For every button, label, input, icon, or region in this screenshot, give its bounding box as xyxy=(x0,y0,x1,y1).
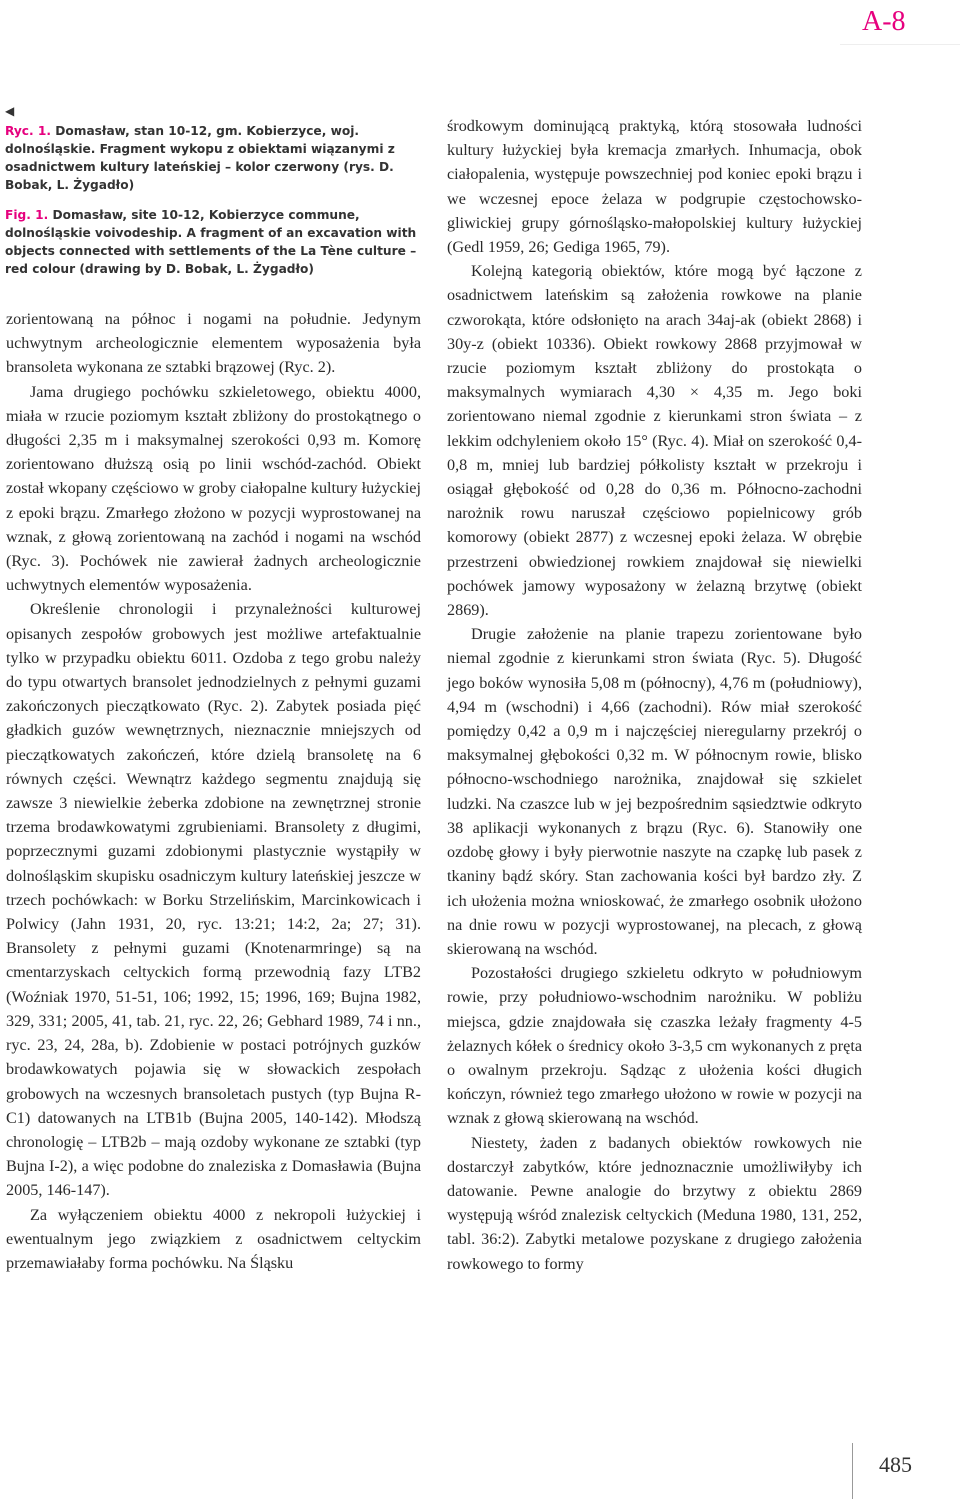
footer-divider xyxy=(852,1443,853,1499)
paragraph: Za wyłączeniem obiektu 4000 z nekropoli łużyckiej i ewentualnym jego związkiem z osadnictwem celtyckim przemawiałaby forma pochówku. Na Śląsku xyxy=(6,1205,421,1272)
paragraph: Pozostałości drugiego szkieletu odkryto w południowym rowie, przy południowo-wschodnim narożniku. W pobliżu miejsca, gdzie znajdowała się czaszka leżały fragmenty 4-5 żelaznych kółek o średnicy około 3-3,5 cm wykonanych z pręta o owalnym przekroju. Sądząc z ułożenia kości długich kończyn, również tego zmarłego ułożono w rowie w pozycji na wznak z głową skierowaną na wschód. xyxy=(447,964,862,1128)
paragraph: Określenie chronologii i przynależności kulturowej opisanych zespołów grobowych jest możliwe artefaktualnie tylko w przypadku obiektu 6011. Ozdoba z tego grobu należy do typu otwartych bransolet jednodzielnych z pełnymi guzami zakończonych pieczątkowato (Ryc. 2). Zabytek posiada pięć gładkich guzów wewnętrznych, nieznacznie mniejszych od pieczątkowatych zakończeń, które dzielą bransoletę na 6 równych części. Wewnątrz każdego segmentu znajdują się zawsze 3 niewielkie żeberka zdobione na zewnętrznej stronie trzema brodawkowatymi zgrubieniami. Bransolety z długimi, poprzecznymi guzami zdobionymi plastycznie wystąpiły w dolnośląskim skupisku osadniczym kultury lateńskiej jeszcze w trzech pochówkach: w Borku Strzelińskim, Marcinkowicach i Polwicy (Jahn 1931, 20, ryc. 13:21; 14:2, 2a; 27; 31). Bransolety z pełnymi guzami (Knotenarmringe) są na cmentarzyskach celtyckich formą przewodnią fazy LTB2 (Woźniak 1970, 51-51, 106; 1992, 15; 1996, 169; Bujna 1982, 329, 331; 2005, 41, tab. 21, ryc. 22, 26; Gebhard 1989, 74 i nn., ryc. 23, 24, 28a, b). Zdobienie w postaci potrójnych guzków brodawkowatych pojawia się w słowackich zespołach grobowych na wczesnych bransoletach pustych (typ Bujna R-C1) datowanych na LTB1b (Bujna 2005, 140-142). Młodszą chronologię – LTB2b – mają ozdoby wykonane ze sztabki (typ Bujna I-2), a więc podobne do znaleziska z Domasławia (Bujna 2005, 146-147). xyxy=(6,600,421,1200)
left-arrow-icon: ◀ xyxy=(5,104,15,118)
paragraph: Drugie założenie na planie trapezu zorientowane było niemal zgodnie z kierunkami stron świata (Ryc. 5). Długość jego boków wynosiła 5,08 m (północny), 4,76 m (południowy), 4,94 m (wschodni) i 4,66 (zachodni). Rów miał szerokość pomiędzy 0,42 a 0,9 m i najczęściej nieregularny przekrój o maksymalnej głębokości 0,32 m. W północnym rowie, blisko północno-wschodniego narożnika, znajdował się szkielet ludzki. Na czaszce lub w jej bezpośrednim sąsiedztwie odkryto 38 aplikacji wykonanych z brązu (Ryc. 6). Stanowiły one ozdobę głowy i były pierwotnie naszyte na czapkę lub pasek z tkaniny bądź skóry. Stan zachowania kości był bardzo zły. Z ich ułożenia można wnioskować, że zmarłego osobnik ułożono na dnie rowu w pozycji wyprostowanej, na plecach, z głową skierowaną na wschód. xyxy=(447,625,862,958)
figure-caption xyxy=(5,104,425,290)
paragraph: zorientowaną na północ i nogami na południe. Jedynym uchwytnym archeologicznie elementem wyposażenia była bransoleta wykonana ze sztabki brązowej (Ryc. 2). xyxy=(6,310,421,377)
paragraph: Kolejną kategorią obiektów, które mogą być łączone z osadnictwem lateńskim są założenia rowkowe na planie czworokąta, które odsłonięto na arach 34aj-ak (obiekt 2868) i 30y-z (obiekt 10336). Obiekt rowkowy 2868 przyjmował w rzucie poziomym kształt zbliżony do prostokąta o maksymalnych wymiarach 4,30 × 4,35 m. Jego boki zorientowano niemal zgodnie z kierunkami stron świata – z lekkim odchyleniem około 15° (Ryc. 4). Miał on szerokość 0,4-0,8 m, mniej lub bardziej półkolisty kształt w przekroju i osiągał głębokość od 0,28 do 0,36 m. Północno-zachodni narożnik rowu naruszał częściowo popielnicowy grób komorowy (obiekt 2877) z wczesnej epoki żelaza. W obrębie przestrzeni obwiedzionej rowkiem znajdował się niewielki pochówek jamowy wyposażony w żelazną brzytwę (obiekt 2869). xyxy=(447,262,862,620)
page-number: 485 xyxy=(879,1452,912,1477)
caption-english xyxy=(5,206,425,278)
caption-polish-number: Ryc. 1. xyxy=(5,124,51,138)
caption-english-number: Fig. 1. xyxy=(5,208,49,222)
caption-polish xyxy=(5,122,425,194)
paragraph: środkowym dominującą praktyką, którą stosowała ludności kultury łużyckiej była kremacja zmarłych. Inhumacja, obok ciałopalenia, występuje powszechniej pod koniec epoki brązu i we wczesnej epoce żelaza w podgrupie częstochowsko-gliwickiej grupy górnośląsko-małopolskiej kultury łużyckiej (Gedl 1959, 26; Gediga 1965, 79). xyxy=(447,117,862,257)
left-column xyxy=(6,307,421,1275)
right-column xyxy=(447,114,862,1276)
caption-english-text: Domasław, site 10-12, Kobierzyce commune, dolnośląskie voivodeship. A fragment of an excavation with objects connected with settlements of the La Tène culture – red colour (drawing by D. Bobak, L. Żygadło) xyxy=(5,208,417,276)
paragraph: Niestety, żaden z badanych obiektów rowkowych nie dostarczył zabytków, które jednoznacznie umożliwiłyby ich datowanie. Pewne analogie do brzytwy z obiektu 2869 występują wśród znalezisk celtyckich (Meduna 1980, 131, 252, tabl. 36:2). Zabytki metalowe pozyskane z drugiego założenia rowkowego to formy xyxy=(447,1133,862,1273)
paragraph: Jama drugiego pochówku szkieletowego, obiektu 4000, miała w rzucie poziomym kształt zbliżony do prostokątnego o długości 2,35 m i maksymalnej szerokości 0,93 m. Komorę zorientowano dłuższą osią po linii wschód-zachód. Obiekt został wkopany częściowo w groby ciałopalne kultury łużyckiej z epoki brązu. Zmarłego złożono w pozycji wyprostowanej na wznak, z głową zorientowaną na zachód i nogami na wschód (Ryc. 3). Pochówek nie zawierał żadnych archeologicznie uchwytnych elementów wyposażenia. xyxy=(6,382,421,595)
caption-polish-text: Domasław, stan 10-12, gm. Kobierzyce, woj. dolnośląskie. Fragment wykopu z obiektami wiązanymi z osadnictwem kultury lateńskiej – kolor czerwony (rys. D. Bobak, L. Żygadło) xyxy=(5,124,395,192)
section-label: A-8 xyxy=(840,0,960,45)
